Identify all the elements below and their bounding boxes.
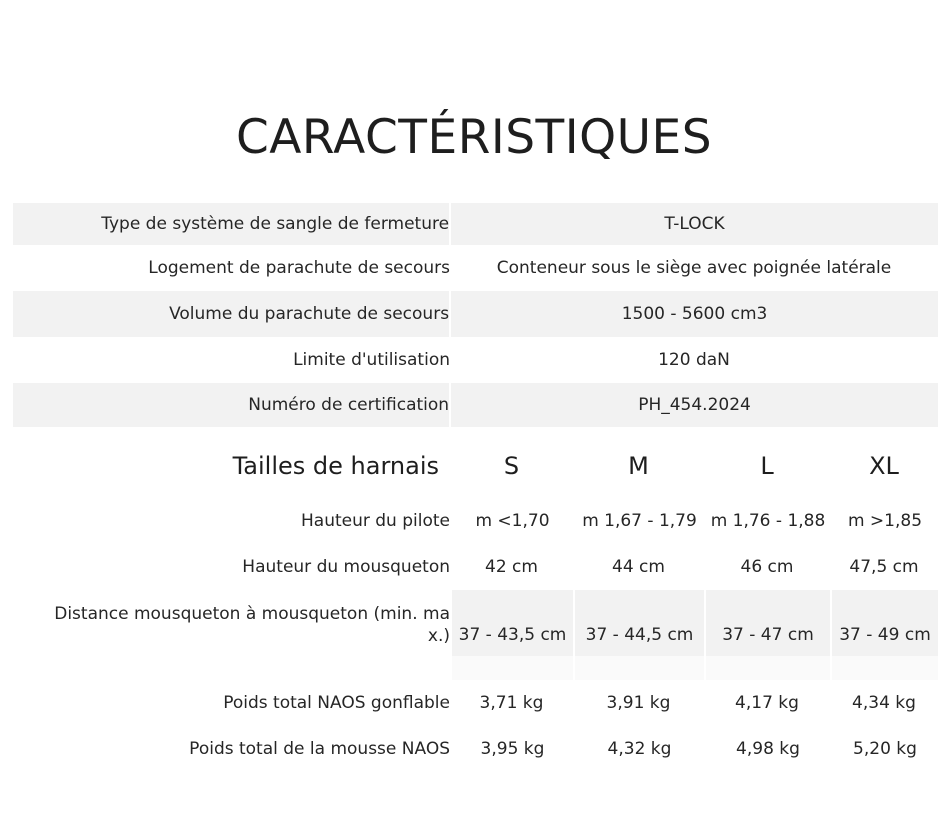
size-cell: 3,71 kg: [479, 693, 544, 713]
size-row-foam-weight: [13, 726, 938, 772]
size-row-label: Distance mousqueton à mousqueton (min. ma x.): [13, 590, 450, 680]
size-cell: m 1,76 - 1,88: [704, 498, 830, 544]
size-row-label: Poids total NAOS gonflable: [223, 693, 450, 713]
size-cell: 37 - 43,5 cm: [450, 590, 573, 680]
size-cell: 4,17 kg: [735, 693, 799, 713]
size-cell: 46 cm: [740, 557, 794, 577]
spec-value: PH_454.2024: [449, 383, 938, 427]
spec-value: 1500 - 5600 cm3: [449, 291, 938, 337]
size-row-pilot-height: [13, 498, 938, 544]
sizes-table: [13, 434, 938, 772]
spec-label: Limite d'utilisation: [293, 350, 450, 370]
size-cell: 4,34 kg: [852, 693, 916, 713]
spec-label: Volume du parachute de secours: [169, 304, 450, 324]
spec-value: Conteneur sous le siège avec poignée latérale: [496, 258, 892, 278]
size-cell: 4,32 kg: [573, 726, 704, 772]
spec-row-usage-limit: [13, 337, 938, 383]
size-cell: 3,91 kg: [606, 693, 671, 713]
spec-row-certification: [13, 383, 938, 427]
size-column-m: M: [628, 452, 649, 480]
specifications-table: [13, 203, 938, 427]
size-cell: m >1,85: [830, 498, 938, 544]
size-row-carabiner-distance: [13, 590, 938, 680]
spec-value: 120 daN: [658, 350, 730, 370]
size-cell: 37 - 49 cm: [830, 590, 938, 680]
spec-row-reserve-volume: [13, 291, 938, 337]
spec-row-closure-type: [13, 203, 938, 245]
page-title: CARACTÉRISTIQUES: [235, 110, 713, 165]
spec-label: Type de système de sangle de fermeture: [101, 214, 450, 234]
size-cell: 47,5 cm: [849, 557, 919, 577]
size-cell: 37 - 44,5 cm: [573, 590, 704, 680]
size-column-s: S: [503, 452, 520, 480]
size-row-carabiner-height: [13, 544, 938, 590]
size-column-l: L: [760, 452, 774, 480]
size-row-label: Hauteur du mousqueton: [242, 557, 450, 577]
spec-label: Numéro de certification: [248, 395, 450, 415]
size-cell: 3,95 kg: [450, 726, 573, 772]
size-cell: 5,20 kg: [830, 726, 938, 772]
size-cell: 42 cm: [485, 557, 538, 577]
spec-label: Logement de parachute de secours: [148, 258, 450, 278]
spec-row-reserve-container: [13, 245, 938, 291]
size-cell: m 1,67 - 1,79: [573, 498, 704, 544]
size-row-label: Poids total de la mousse NAOS: [189, 739, 450, 759]
size-row-label: Hauteur du pilote: [301, 511, 450, 531]
size-cell: 4,98 kg: [704, 726, 830, 772]
size-row-inflatable-weight: [13, 680, 938, 726]
size-cell: m <1,70: [450, 498, 573, 544]
sizes-header-label: Tailles de harnais: [232, 452, 439, 480]
sizes-header-row: [13, 434, 938, 498]
spec-value: T-LOCK: [449, 203, 938, 245]
size-cell: 44 cm: [612, 557, 665, 577]
size-column-xl: XL: [869, 452, 899, 480]
size-cell: 37 - 47 cm: [704, 590, 830, 680]
